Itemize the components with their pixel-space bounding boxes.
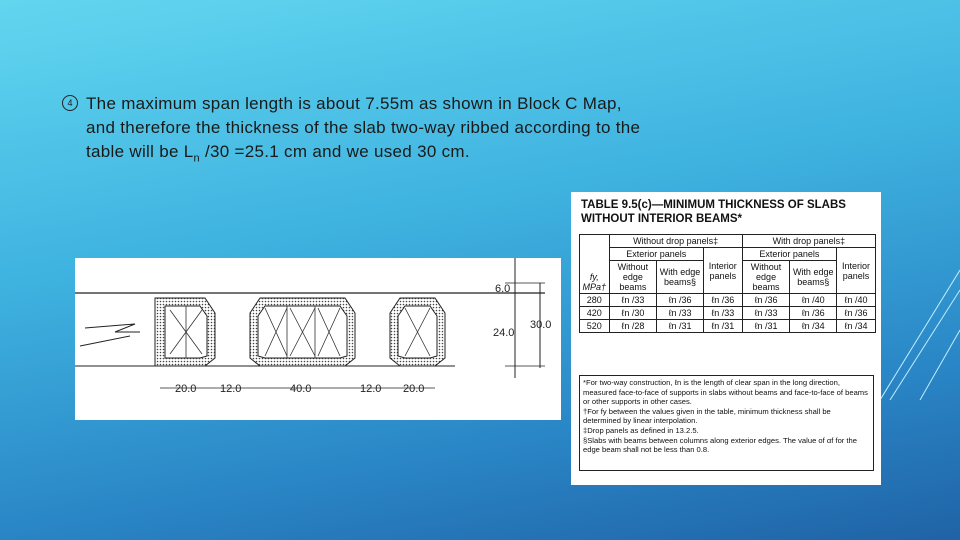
header-with-edge-1: With edge beams§: [657, 261, 704, 294]
header-without-edge-2: Without edge beams: [742, 261, 790, 294]
table-title: TABLE 9.5(c)—MINIMUM THICKNESS OF SLABS WITHOUT INTERIOR BEAMS*: [581, 199, 846, 225]
section-svg: [75, 258, 561, 420]
table-row: 520 ℓn /28 ℓn /31 ℓn /31 ℓn /31 ℓn /34 ℓn /34: [580, 320, 876, 333]
header-without-edge-1: Without edge beams: [609, 261, 657, 294]
table-footnotes: [579, 375, 874, 471]
footnote-2: †For fy between the values given in the table, minimum thickness shall be determined by linear interpolation.: [583, 406, 831, 426]
table-row: 420 ℓn /30 ℓn /33 ℓn /33 ℓn /33 ℓn /36 ℓn /36: [580, 307, 876, 320]
header-interior-1: Interior panels: [703, 248, 742, 294]
dim-mid-label: 24.0: [493, 327, 515, 339]
bullet-line-3: table will be $L_n$ /30 =25.1 cm and we used 30 cm.: [86, 142, 470, 165]
footnote-3: ‡Drop panels as defined in 13.2.5.: [583, 425, 699, 435]
header-with-drop: With drop panels‡: [742, 235, 875, 248]
dim-rib-right-label: 20.0: [403, 383, 425, 395]
thickness-table: [579, 234, 876, 333]
footnote-1: *For two-way construction, ℓn is the length of clear span in the long direction, measured face-to-face of supports in slabs without beams and face-to-face of beams or other supports in other cases.: [583, 378, 868, 407]
header-exterior-1: Exterior panels: [609, 248, 703, 261]
ribbed-slab-section-drawing: [75, 258, 561, 420]
dim-panel-label: 40.0: [290, 383, 312, 395]
header-interior-2: Interior panels: [837, 248, 876, 294]
table-row: 280 ℓn /33 ℓn /36 ℓn /36 ℓn /36 ℓn /40 ℓn /40: [580, 294, 876, 307]
fy-header: fy, MPa†: [580, 235, 610, 294]
dim-top-label: 6.0: [495, 283, 511, 295]
header-without-drop: Without drop panels‡: [609, 235, 742, 248]
bullet-line-1: The maximum span length is about 7.55m as shown in Block C Map,: [86, 94, 622, 113]
bullet-text: [86, 92, 722, 170]
dim-rib-left-label: 20.0: [175, 383, 197, 395]
footnote-4: §Slabs with beams between columns along exterior edges. The value of αf for the edge beam shall not be less than 0.8.: [583, 435, 857, 455]
decorative-lines: [880, 250, 960, 400]
header-exterior-2: Exterior panels: [742, 248, 836, 261]
aci-thickness-table: [571, 192, 881, 485]
header-with-edge-2: With edge beams§: [790, 261, 837, 294]
dim-gap1-label: 12.0: [220, 383, 242, 395]
bullet-line-2: and therefore the thickness of the slab two-way ribbed according to the: [86, 118, 641, 137]
dim-total-label: 30.0: [530, 319, 552, 331]
bullet-paragraph: [62, 92, 722, 170]
dim-gap2-label: 12.0: [360, 383, 382, 395]
circled-four-icon: 4: [62, 95, 78, 111]
